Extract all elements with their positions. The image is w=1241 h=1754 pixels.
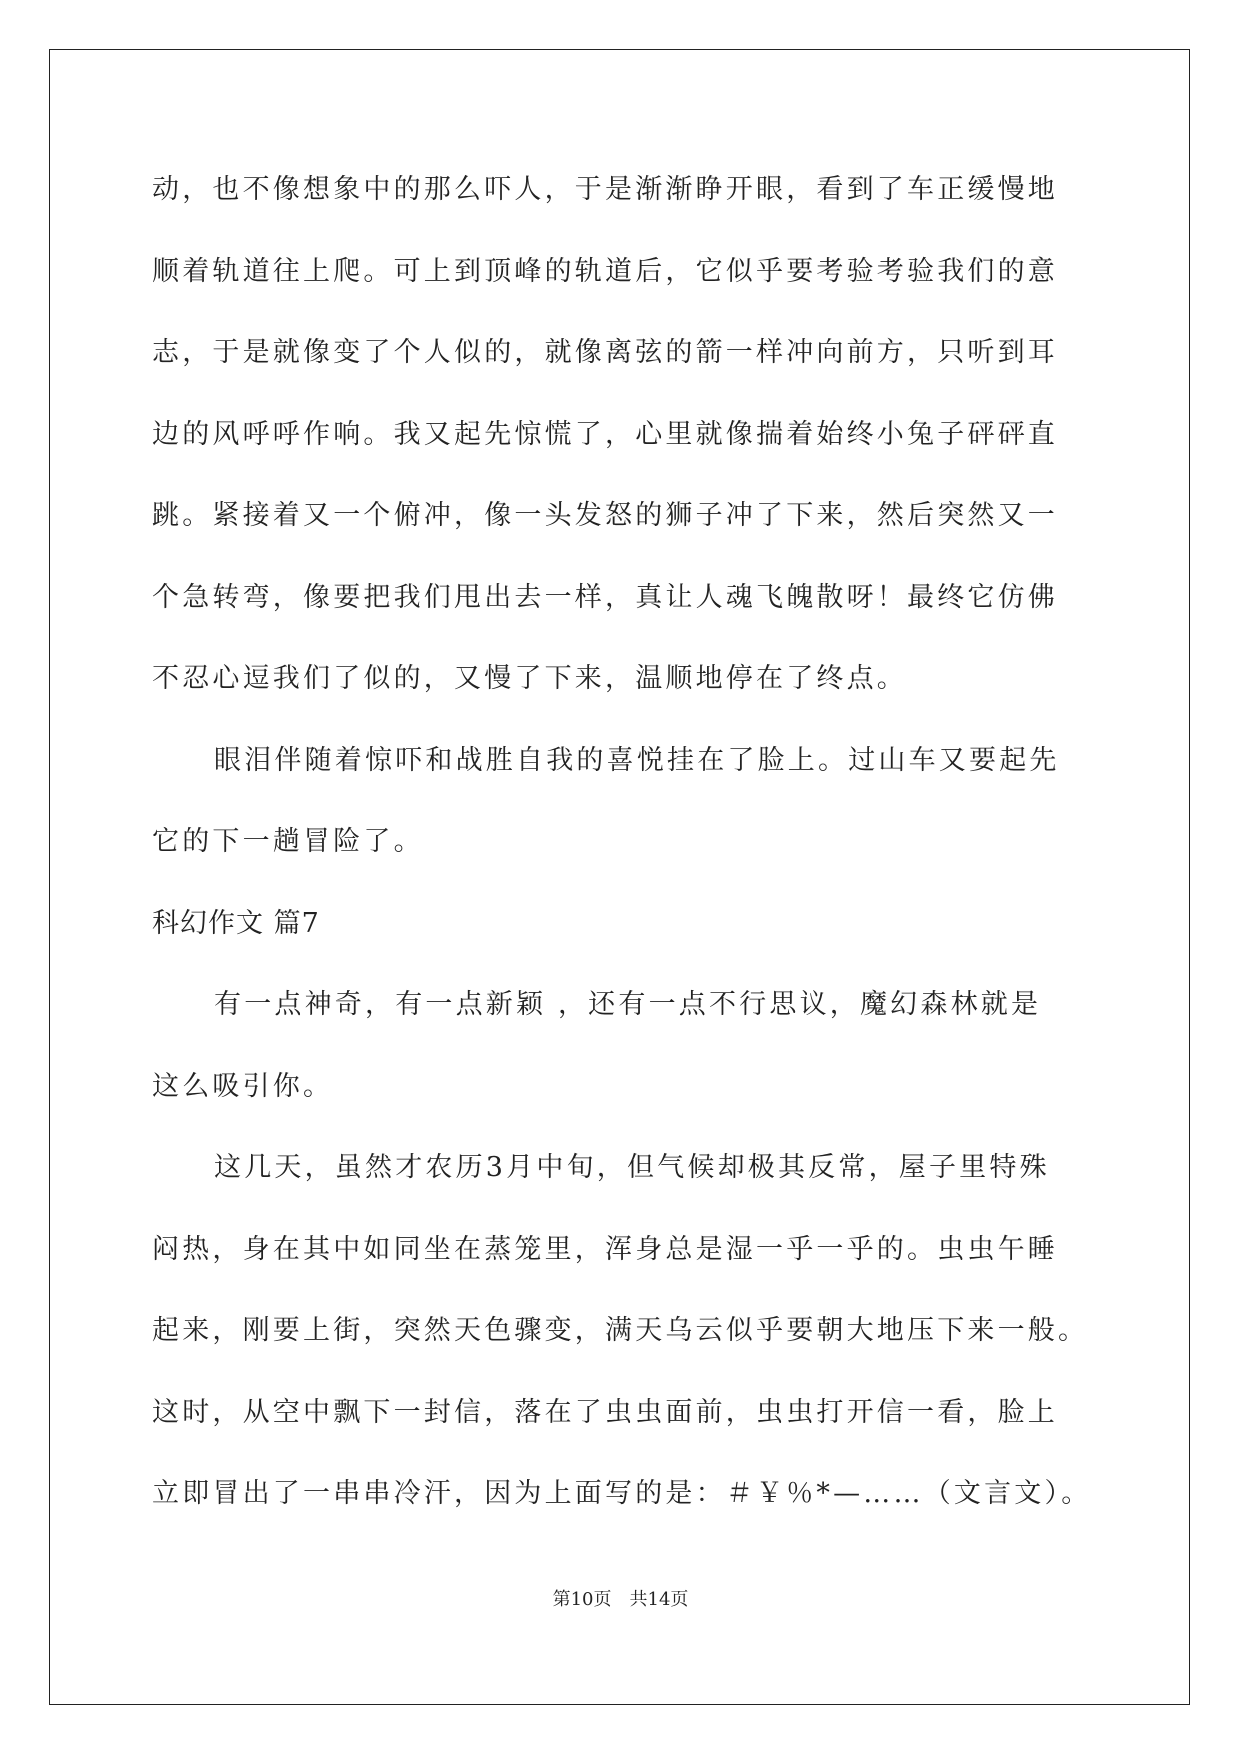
text-line: 个急转弯，像要把我们甩出去一样，真让人魂飞魄散呀！最终它仿佛 (152, 581, 1058, 613)
page-number-footer: 第10页 共14页 (552, 1589, 689, 1610)
text-line: 边的风呼呼作响。我又起先惊慌了，心里就像揣着始终小兔子砰砰直 (152, 418, 1058, 450)
text-line: 这么吸引你。 (152, 1070, 334, 1102)
text-line: 动，也不像想象中的那么吓人，于是渐渐睁开眼，看到了车正缓慢地 (152, 174, 1058, 205)
paragraph-first-line: 眼泪伴随着惊吓和战胜自我的喜悦挂在了脸上。过山车又要起先 (214, 744, 1060, 776)
text-line: 顺着轨道往上爬。可上到顶峰的轨道后，它似乎要考验考验我们的意 (152, 255, 1058, 287)
text-line: 它的下一趟冒险了。 (152, 826, 424, 857)
text-line: 起来，刚要上街，突然天色骤变，满天乌云似乎要朝大地压下来一般。 (152, 1315, 1089, 1346)
text-line: 志，于是就像变了个人似的，就像离弦的箭一样冲向前方，只听到耳 (152, 337, 1058, 368)
text-line: 闷热，身在其中如同坐在蒸笼里，浑身总是湿一乎一乎的。虫虫午睡 (152, 1233, 1058, 1265)
paragraph-first-line: 这几天，虽然才农历3月中旬，但气候却极其反常，屋子里特殊 (214, 1152, 1050, 1183)
text-line: 不忍心逗我们了似的，又慢了下来，温顺地停在了终点。 (152, 663, 907, 694)
text-line: 立即冒出了一串串冷汗，因为上面写的是：＃￥％*—……（文言文）。 (152, 1478, 1092, 1509)
text-line: 跳。紧接着又一个俯冲，像一头发怒的狮子冲了下来，然后突然又一 (152, 500, 1058, 531)
section-heading: 科幻作文 篇7 (152, 907, 320, 939)
paragraph-first-line: 有一点神奇，有一点新颖 ，还有一点不行思议，魔幻森林就是 (214, 989, 1042, 1020)
document-body (152, 160, 1092, 1546)
text-line: 这时，从空中飘下一封信，落在了虫虫面前，虫虫打开信一看，脸上 (152, 1396, 1058, 1428)
